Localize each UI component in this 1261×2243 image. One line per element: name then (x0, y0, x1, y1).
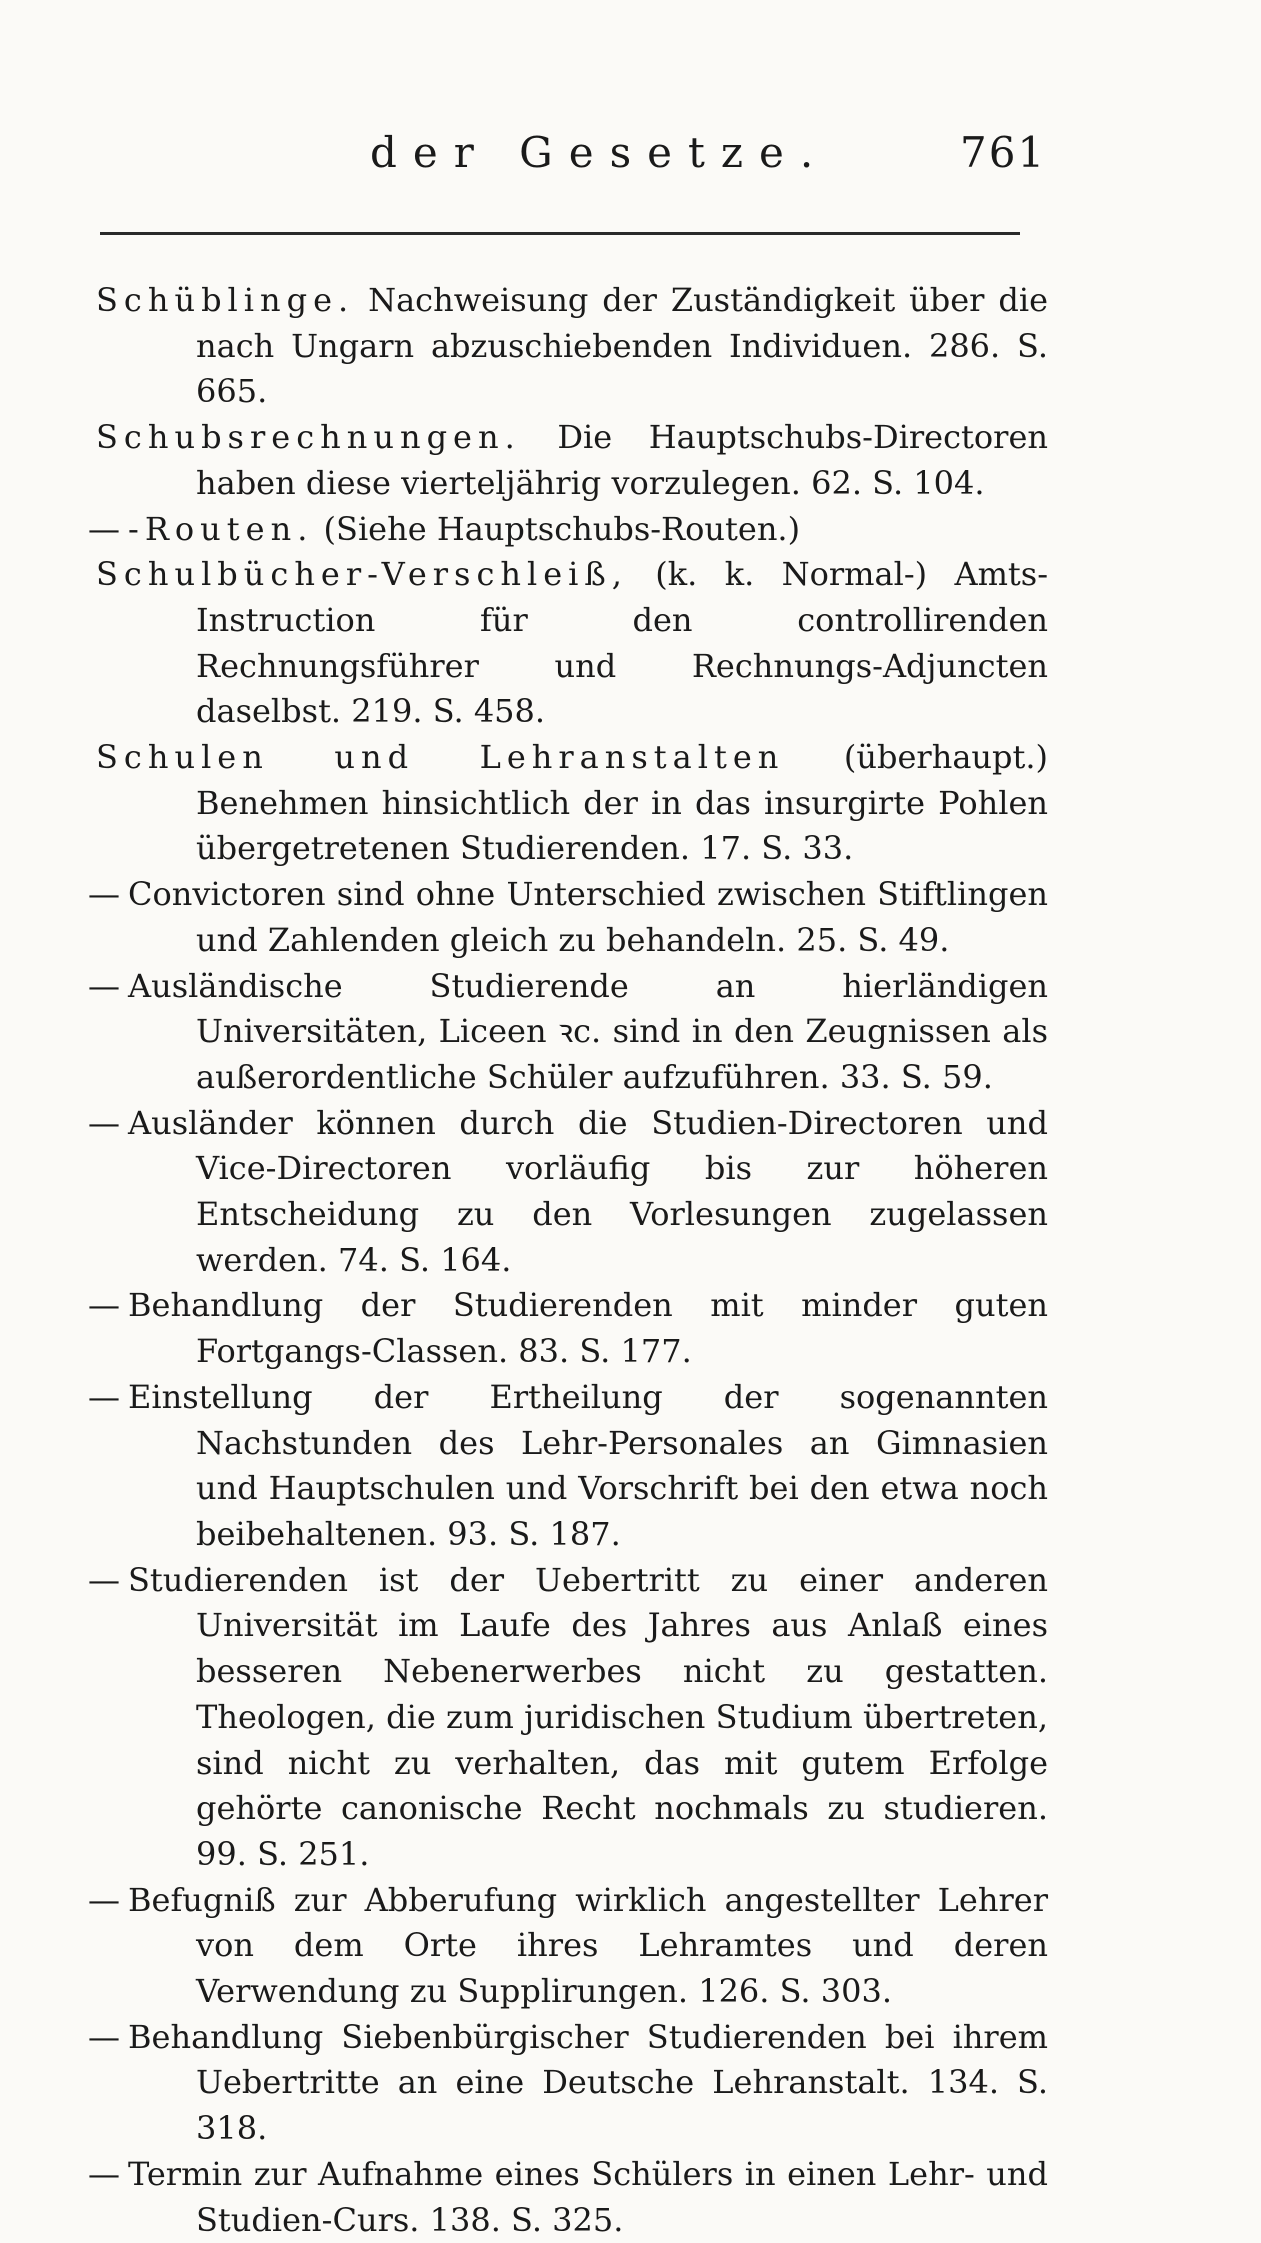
entry-text: (k. k. Normal-) Amts-Instruction für den controllirenden Rechnungsführer und Rechnungs-Adjuncten daselbst. 219. S. 458. (196, 555, 1048, 731)
index-entry (88, 1101, 1048, 1284)
entry-text: Ausländische Studierende an hierländigen Universitäten, Liceen ꝛc. sind in den Zeugnissen als außerordentliche Schüler aufzuführen. 33. S. 59. (128, 966, 1048, 1096)
index-entry (88, 1558, 1048, 1878)
entry-text: Ausländer können durch die Studien-Directoren und Vice-Directoren vorläufig bis zur höheren Entscheidung zu den Vorlesungen zugelassen werden. 74. S. 164. (128, 1103, 1048, 1279)
entry-term: Schubsrechnungen. (96, 418, 521, 457)
entry-text: Einstellung der Ertheilung der sogenannten Nachstunden des Lehr-Personales an Gimnasien und Hauptschulen und Vorschrift bei den etwa noch beibehaltenen. 93. S. 187. (128, 1377, 1048, 1553)
entry-term: Schulen und Lehranstalten (96, 738, 785, 777)
entry-dash: — (88, 2154, 120, 2193)
index-entry (88, 1375, 1048, 1558)
header-rule (100, 232, 1020, 235)
entry-dash: — (88, 1377, 120, 1416)
index-entry (88, 735, 1048, 872)
entry-dash: — (88, 875, 120, 914)
index-entry (88, 2015, 1048, 2152)
index-entry (88, 415, 1048, 506)
entry-dash: — (88, 1103, 120, 1142)
index-entry (88, 872, 1048, 963)
entry-dash: — (88, 1560, 120, 1599)
entry-term: -Routen. (128, 509, 314, 548)
entry-text: Behandlung der Studierenden mit minder guten Fortgangs-Classen. 83. S. 177. (128, 1286, 1048, 1371)
entry-text: Befugniß zur Abberufung wirklich angestellter Lehrer von dem Orte ihres Lehramtes und deren Verwendung zu Supplirungen. 126. S. 303. (128, 1880, 1048, 2011)
index-entry (88, 1283, 1048, 1374)
entry-dash: — (88, 2017, 120, 2056)
index-entry (88, 1878, 1048, 2015)
page-number: 761 (960, 128, 1047, 177)
entry-dash: — (88, 966, 120, 1005)
index-entry (88, 2152, 1048, 2243)
entry-dash: — (88, 1286, 120, 1325)
entry-text: Studierenden ist der Uebertritt zu einer anderen Universität im Laufe des Jahres aus Anlaß eines besseren Nebenerwerbes nicht zu gestatten. Theologen, die zum juridischen Studium übertreten, sind nicht zu verhalten, das mit gutem Erfolge gehörte canonische Recht nochmals zu studieren. 99. S. 251. (128, 1560, 1048, 1873)
entry-text: (überhaupt.) Benehmen hinsichtlich der in das insurgirte Pohlen übergetretenen Studierenden. 17. S. 33. (196, 738, 1049, 868)
entry-text: Die Hauptschubs-Directoren haben diese vierteljährig vorzulegen. 62. S. 104. (196, 418, 1048, 502)
index-entry (88, 507, 1048, 553)
entry-text: Convictoren sind ohne Unterschied zwischen Stiftlingen und Zahlenden gleich zu behandeln. 25. S. 49. (128, 875, 1048, 959)
entry-dash: — (88, 509, 120, 548)
index-entry (88, 552, 1048, 735)
index-entry (88, 964, 1048, 1101)
entry-dash: — (88, 1880, 120, 1919)
entry-text: Behandlung Siebenbürgischer Studierenden bei ihrem Uebertritte an eine Deutsche Lehranstalt. 134. S. 318. (128, 2017, 1048, 2148)
entry-term: Schüblinge. (96, 281, 355, 319)
entry-text: Termin zur Aufnahme eines Schülers in einen Lehr- und Studien-Curs. 138. S. 325. (128, 2154, 1048, 2239)
running-head: der Gesetze. (370, 128, 830, 177)
entry-text: Nachweisung der Zuständigkeit über die nach Ungarn abzuschiebenden Individuen. 286. S. 665. (196, 281, 1048, 411)
entry-text: (Siehe Hauptschubs-Routen.) (313, 509, 801, 548)
index-entry (88, 278, 1048, 415)
index-entries (88, 278, 1048, 2243)
entry-term: Schulbücher-Verschleiß, (96, 555, 628, 594)
